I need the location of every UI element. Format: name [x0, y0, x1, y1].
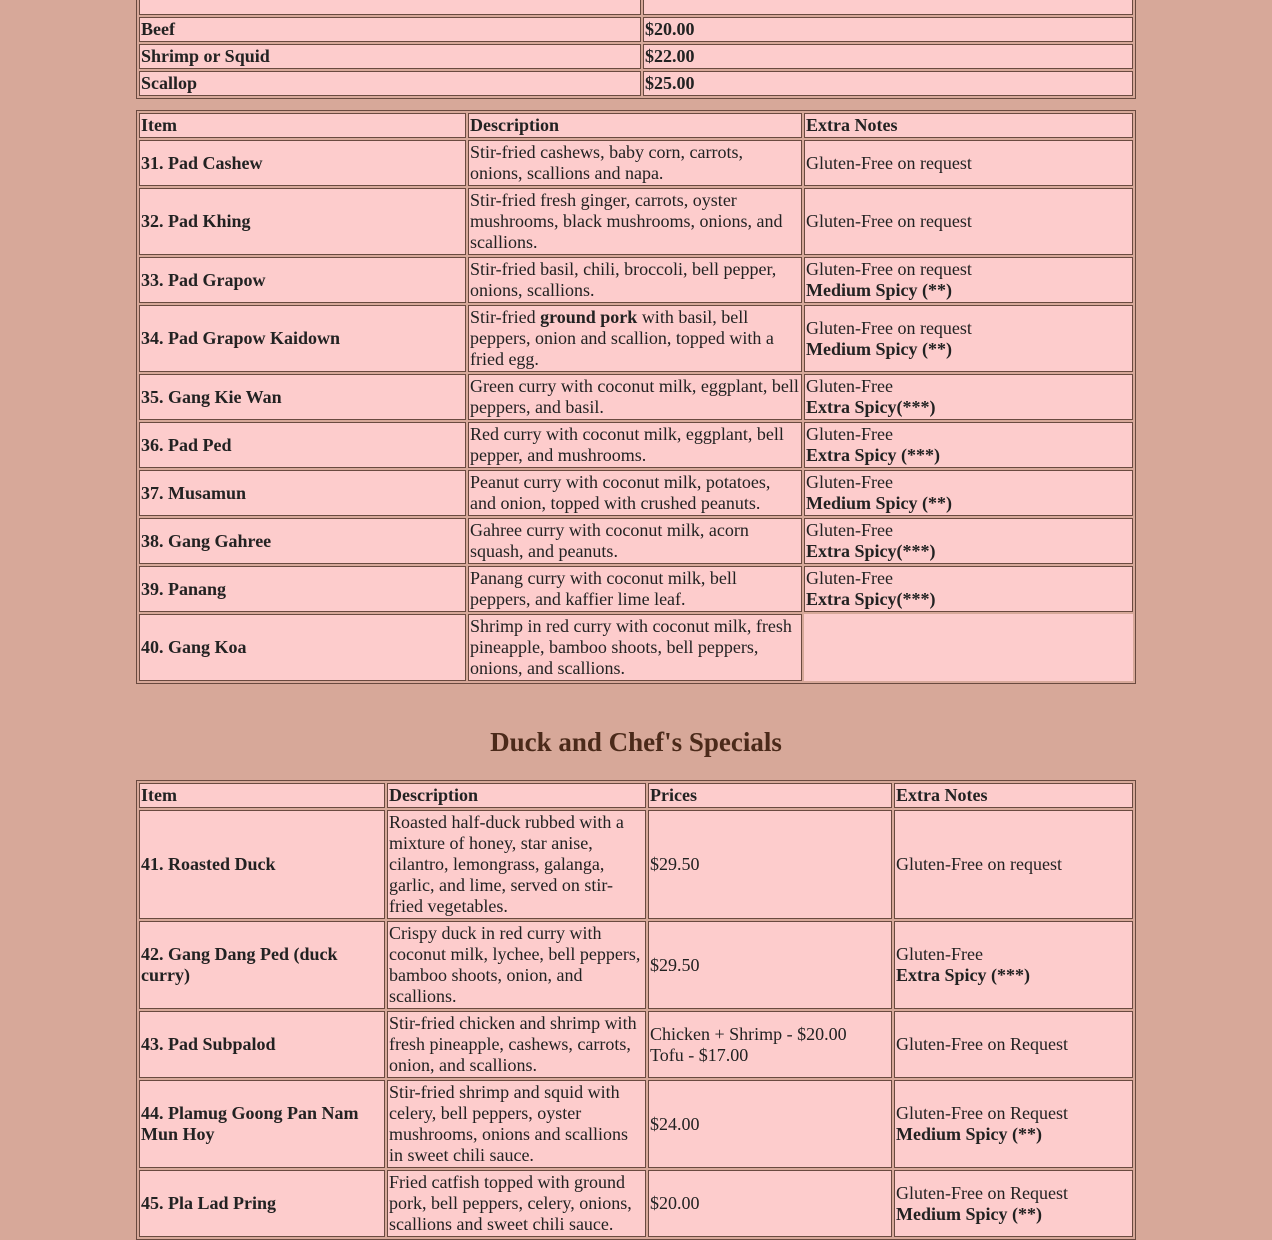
table-row [139, 71, 1133, 96]
menu-item-description: Green curry with coconut milk, eggplant, bell peppers, and basil. [468, 374, 802, 420]
menu-item-notes [804, 257, 1133, 303]
note-gluten: Gluten-Free on request [805, 211, 972, 231]
note-spicy: Extra Spicy(***) [805, 541, 936, 561]
note-gluten: Gluten-Free on Request [896, 1034, 1068, 1054]
note-gluten: Gluten-Free [805, 568, 893, 588]
menu-item-notes [804, 614, 1133, 681]
table-row [139, 518, 1133, 564]
price-value: $25.00 [643, 71, 1133, 96]
note-gluten: Gluten-Free [805, 520, 893, 540]
column-header-item: Item [139, 783, 385, 808]
protein-price-table [136, 0, 1136, 99]
note-gluten: Gluten-Free [805, 376, 893, 396]
table-row [139, 140, 1133, 186]
menu-item-notes [894, 1011, 1133, 1078]
menu-item-name: 43. Pad Subpalod [139, 1011, 385, 1078]
price-item [139, 0, 641, 15]
menu-item-price: $20.00 [648, 1170, 892, 1237]
menu-item-description: Stir-fried basil, chili, broccoli, bell pepper, onions, scallions. [468, 257, 802, 303]
note-gluten: Gluten-Free [896, 944, 983, 964]
menu-item-name: 37. Musamun [139, 470, 466, 516]
menu-item-description: Stir-fried fresh ginger, carrots, oyster mushrooms, black mushrooms, onions, and scallions. [468, 188, 802, 255]
column-header-notes: Extra Notes [894, 783, 1133, 808]
table-row [139, 188, 1133, 255]
table-row [139, 0, 1133, 15]
menu-item-name: 39. Panang [139, 566, 466, 612]
menu-item-name: 34. Pad Grapow Kaidown [139, 305, 466, 372]
column-header-description: Description [468, 113, 802, 138]
note-spicy: Medium Spicy (**) [805, 280, 952, 300]
menu-item-description: Stir-fried shrimp and squid with celery, bell peppers, oyster mushrooms, onions and scallions in sweet chili sauce. [387, 1080, 646, 1168]
menu-item-name: 41. Roasted Duck [139, 810, 385, 919]
note-spicy: Medium Spicy (**) [896, 1203, 1043, 1224]
menu-item-price: $24.00 [648, 1080, 892, 1168]
menu-item-name: 36. Pad Ped [139, 422, 466, 468]
menu-item-notes [804, 470, 1133, 516]
note-spicy: Medium Spicy (**) [805, 338, 952, 359]
note-gluten: Gluten-Free on request [896, 854, 1062, 874]
note-gluten: Gluten-Free on request [805, 259, 972, 279]
menu-item-name: 32. Pad Khing [139, 188, 466, 255]
price-value [643, 0, 1133, 15]
price-value: $22.00 [643, 44, 1133, 69]
note-gluten: Gluten-Free on Request [896, 1103, 1068, 1123]
menu-item-price: $29.50 [648, 810, 892, 919]
section-title: Duck and Chef's Specials [490, 727, 782, 757]
menu-item-name: 31. Pad Cashew [139, 140, 466, 186]
description-text: with basil, bell peppers, onion and scallion, topped with a fried egg. [469, 307, 774, 369]
note-gluten: Gluten-Free on request [805, 317, 972, 338]
menu-item-name: 40. Gang Koa [139, 614, 466, 681]
menu-item-description: Gahree curry with coconut milk, acorn squash, and peanuts. [468, 518, 802, 564]
menu-item-notes [804, 305, 1133, 372]
menu-item-description: Panang curry with coconut milk, bell peppers, and kaffier lime leaf. [468, 566, 802, 612]
menu-item-name: 35. Gang Kie Wan [139, 374, 466, 420]
menu-item-description: Stir-fried cashews, baby corn, carrots, onions, scallions and napa. [468, 140, 802, 186]
table-row [139, 810, 1133, 919]
menu-item-price: $29.50 [648, 921, 892, 1009]
menu-item-description: Shrimp in red curry with coconut milk, fresh pineapple, bamboo shoots, bell peppers, onions, and scallions. [468, 614, 802, 681]
curry-menu-table [136, 110, 1136, 684]
menu-item-description: Crispy duck in red curry with coconut milk, lychee, bell peppers, bamboo shoots, onion, and scallions. [387, 921, 646, 1009]
price-item: Beef [139, 17, 641, 42]
note-spicy: Extra Spicy (***) [896, 965, 1031, 985]
table-row [139, 1011, 1133, 1078]
menu-item-price [648, 1011, 892, 1078]
table-row [139, 566, 1133, 612]
table-row [139, 17, 1133, 42]
menu-item-description: Roasted half-duck rubbed with a mixture of honey, star anise, cilantro, lemongrass, galanga, garlic, and lime, served on stir-fried vegetables. [387, 810, 646, 919]
table-row [139, 257, 1133, 303]
table-row [139, 44, 1133, 69]
table-row [139, 921, 1133, 1009]
menu-item-description: Peanut curry with coconut milk, potatoes, and onion, topped with crushed peanuts. [468, 470, 802, 516]
menu-item-description: Red curry with coconut milk, eggplant, bell pepper, and mushrooms. [468, 422, 802, 468]
menu-item-name: 44. Plamug Goong Pan Nam Mun Hoy [139, 1080, 385, 1168]
specials-menu-table [136, 780, 1136, 1240]
menu-item-description: Stir-fried chicken and shrimp with fresh pineapple, cashews, carrots, onion, and scallions. [387, 1011, 646, 1078]
price-option: Tofu - $17.00 [650, 1044, 749, 1065]
header-row [139, 783, 1133, 808]
table-row [139, 1080, 1133, 1168]
column-header-description: Description [387, 783, 646, 808]
menu-item-notes [804, 374, 1133, 420]
menu-item-description: Fried catfish topped with ground pork, bell peppers, celery, onions, scallions and sweet chili sauce. [387, 1170, 646, 1237]
table-row [139, 614, 1133, 681]
menu-item-name: 42. Gang Dang Ped (duck curry) [139, 921, 385, 1009]
menu-item-notes [804, 140, 1133, 186]
menu-item-name: 38. Gang Gahree [139, 518, 466, 564]
price-option: Chicken + Shrimp - $20.00 [650, 1023, 847, 1044]
price-item: Scallop [139, 71, 641, 96]
menu-item-notes [804, 566, 1133, 612]
note-spicy: Medium Spicy (**) [896, 1124, 1043, 1144]
column-header-prices: Prices [648, 783, 892, 808]
menu-item-notes [894, 810, 1133, 919]
note-spicy: Extra Spicy(***) [805, 589, 936, 609]
description-text: Stir-fried [469, 307, 541, 327]
table-row [139, 374, 1133, 420]
note-spicy: Medium Spicy (**) [805, 493, 952, 513]
note-gluten: Gluten-Free [805, 424, 893, 444]
menu-item-notes [894, 1170, 1133, 1237]
menu-item-notes [894, 921, 1133, 1009]
note-spicy: Extra Spicy(***) [805, 397, 936, 417]
menu-item-notes [804, 188, 1133, 255]
menu-item-description [468, 305, 802, 372]
table-row [139, 470, 1133, 516]
price-value: $20.00 [643, 17, 1133, 42]
note-gluten: Gluten-Free on Request [896, 1182, 1068, 1203]
menu-item-notes [894, 1080, 1133, 1168]
column-header-item: Item [139, 113, 466, 138]
description-highlight: ground pork [540, 307, 638, 327]
table-row [139, 422, 1133, 468]
menu-item-name: 45. Pla Lad Pring [139, 1170, 385, 1237]
note-gluten: Gluten-Free [805, 472, 893, 492]
table-row [139, 305, 1133, 372]
menu-item-notes [804, 422, 1133, 468]
price-item: Shrimp or Squid [139, 44, 641, 69]
note-gluten: Gluten-Free on request [805, 152, 972, 173]
column-header-notes: Extra Notes [804, 113, 1133, 138]
menu-item-name: 33. Pad Grapow [139, 257, 466, 303]
table-row [139, 1170, 1133, 1237]
note-spicy: Extra Spicy (***) [805, 445, 940, 465]
header-row [139, 113, 1133, 138]
menu-item-notes [804, 518, 1133, 564]
